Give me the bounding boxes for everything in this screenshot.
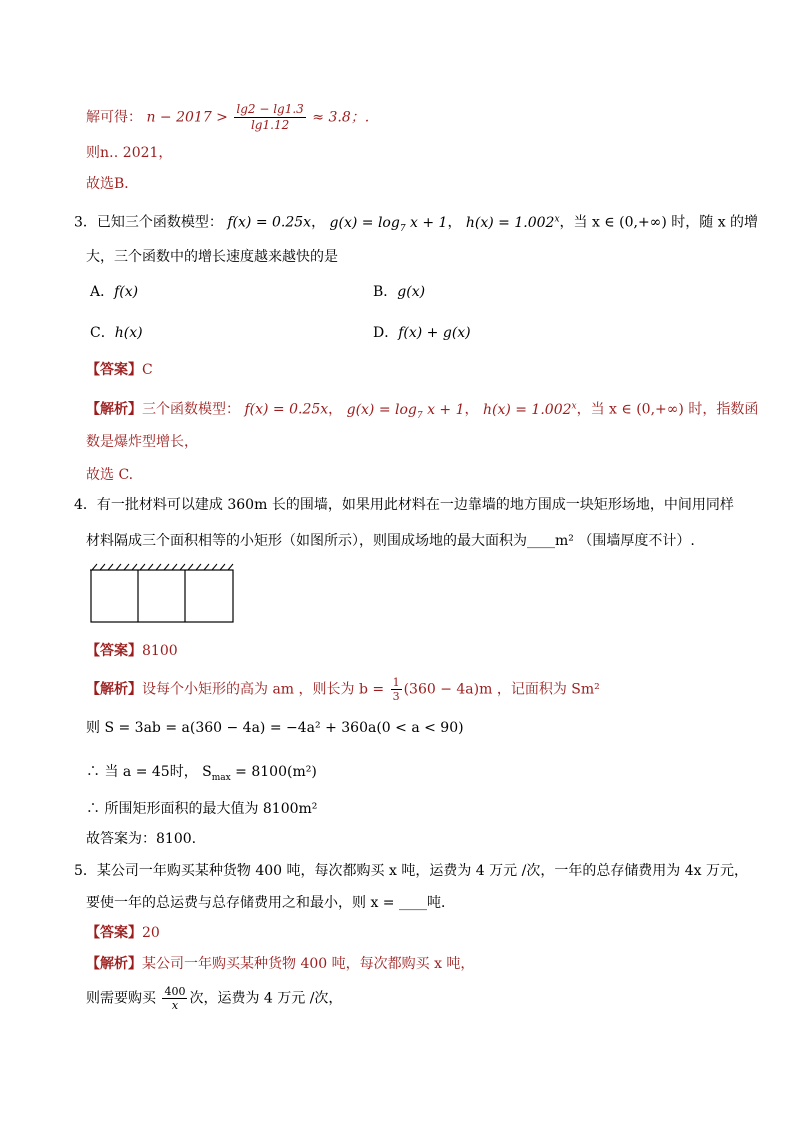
q3-analysis-line1: 【解析】三个函数模型： f(x) = 0.25x， $g(x) = \log_7 x + 1$， $h(x) = 1.002^x$，当 x ∈ (0,+∞) 时，指数函: [86, 401, 759, 421]
answer-tag: 【答案】: [86, 362, 142, 378]
option-text: h(x): [114, 325, 143, 341]
q4-analysis-line4: ∴ 所围矩形面积的最大值为 8100m²: [86, 801, 318, 817]
stem-text: 已知三个函数模型：: [96, 214, 223, 231]
q5-answer: [86, 923, 160, 943]
option-label: C．: [90, 325, 115, 341]
answer-tag: 【答案】: [86, 643, 142, 659]
answer-value: C: [142, 362, 153, 378]
formula-h-main: h(x) = 1.002: [482, 401, 572, 418]
analysis-text: 设每个小矩形的高为 am ，则长为 b =: [142, 681, 385, 698]
solve-right: ≈ 3.8；.: [312, 109, 370, 126]
fraction-numerator: 1: [392, 676, 400, 689]
option-label: B．: [373, 284, 398, 300]
formula-g-base: 7: [416, 410, 423, 421]
one-third-fraction: [391, 676, 402, 703]
q3-option-d: [373, 323, 471, 343]
analysis-text: 某公司一年购买某种货物 400 吨，每次都购买 x 吨，: [142, 956, 475, 972]
option-label: A．: [90, 284, 115, 300]
fraction-denominator: x: [171, 999, 179, 1012]
formula-f: f(x) = 0.25x: [227, 214, 312, 231]
q3-option-b: [373, 282, 425, 302]
q5-analysis-line1: [86, 954, 474, 974]
fraction-denominator: 3: [392, 690, 400, 703]
solve-label: 解可得：: [86, 109, 142, 126]
analysis-text: 三个函数模型：: [142, 401, 240, 418]
q3-analysis-line2: 数是爆炸型增长，: [86, 434, 198, 450]
q4-analysis-line5: 故答案为：8100.: [86, 831, 197, 847]
formula-g-main: g(x) = log: [329, 214, 400, 231]
analysis-tag: 【解析】: [86, 956, 142, 972]
q2-solve-line: [86, 102, 369, 133]
max-subscript: max: [211, 772, 231, 783]
analysis-text-b: ，当 x ∈ (0,+∞) 时，指数函: [576, 401, 759, 418]
solve-fraction: [234, 102, 305, 133]
formula-h: [466, 215, 560, 231]
fence-diagram: [86, 562, 246, 632]
option-text: f(x) + g(x): [398, 325, 471, 341]
formula-g-base: 7: [399, 223, 406, 234]
stem-text: 某公司一年购买某种货物 400 吨，每次都购买 x 吨，运费为 4 万元 /次，一年的总存储费用为 4x 万元，: [96, 863, 749, 879]
q5-stem-line2: 要使一年的总运费与总存储费用之和最小，则 x = ____吨．: [86, 895, 455, 911]
q5-stem-line1: [74, 861, 748, 881]
answer-tag: 【答案】: [86, 925, 142, 941]
option-text: g(x): [397, 284, 426, 300]
q3-stem-line2: 大，三个函数中的增长速度越来越快的是: [86, 249, 338, 265]
q4-analysis-line2: 则 S = 3ab = a(360 − 4a) = −4a² + 360a(0 < a < 90): [86, 720, 464, 736]
analysis-tag: 【解析】: [86, 401, 142, 418]
analysis-text: 则需要购买: [86, 990, 156, 1007]
max-value: = 8100(m²): [230, 764, 317, 780]
formula-g-main: g(x) = log: [346, 401, 417, 418]
q4-stem-line2: 材料隔成三个面积相等的小矩形（如图所示），则围成场地的最大面积为____m² （围墙厚度不计）.: [86, 533, 695, 549]
analysis-text-b: (360 − 4a)m ，记面积为 Sm²: [403, 681, 600, 698]
max-text: ∴ 当 a = 45时， S: [86, 764, 212, 780]
q3-option-a: [90, 282, 138, 302]
question-number: 3．: [74, 214, 97, 231]
fraction-numerator: lg2 − lg1.3: [236, 102, 304, 116]
stem-text: 有一批材料可以建成 360m 长的围墙，如果用此材料在一边靠墙的地方围成一块矩形场地，中间用同样: [96, 497, 734, 513]
formula-h-main: h(x) = 1.002: [465, 214, 555, 231]
q4-analysis-line3: [86, 762, 317, 788]
answer-value: 8100: [142, 643, 178, 659]
q4-analysis-line1: [86, 676, 600, 703]
answer-value: 20: [142, 925, 160, 941]
q4-stem-line1: [74, 495, 734, 515]
q4-answer: [86, 641, 178, 661]
q3-answer: [86, 360, 153, 380]
q3-stem-line1: 3．已知三个函数模型： f(x) = 0.25x， $g(x) = \log_7 x + 1$， $h(x) = 1.002^x$，当 x ∈ (0,+∞) 时，随 x 的增: [74, 214, 759, 234]
formula-g: [346, 401, 465, 421]
question-number: 5．: [74, 863, 97, 879]
fraction-denominator: lg1.12: [250, 118, 290, 132]
option-text: f(x): [114, 284, 139, 300]
solve-left: n − 2017 >: [146, 109, 228, 126]
formula-h: [483, 402, 577, 418]
option-label: D．: [373, 325, 399, 341]
formula-g-tail: x + 1: [422, 401, 465, 418]
wall-hatching: [90, 564, 233, 570]
q2-then-line: 则n‥ 2021，: [86, 145, 173, 161]
formula-h-exp: x: [571, 401, 577, 411]
fence-rectangles: [91, 570, 233, 622]
stem-text-b: ，当 x ∈ (0,+∞) 时，随 x 的增: [559, 214, 759, 231]
formula-g-tail: x + 1: [405, 214, 448, 231]
formula-g: [329, 214, 448, 234]
question-number: 4．: [74, 497, 97, 513]
q2-choose-line: 故选B．: [86, 176, 139, 192]
formula-f: f(x) = 0.25x: [244, 401, 329, 418]
q3-choose-line: 故选 C.: [86, 467, 134, 483]
formula-h-exp: x: [554, 214, 560, 224]
q3-option-c: [90, 323, 143, 343]
analysis-text-b: 次，运费为 4 万元 /次，: [189, 990, 343, 1007]
purchase-count-fraction: [162, 985, 187, 1012]
analysis-tag: 【解析】: [86, 681, 142, 698]
q5-analysis-line2: [86, 985, 342, 1012]
fraction-numerator: 400: [164, 985, 186, 998]
